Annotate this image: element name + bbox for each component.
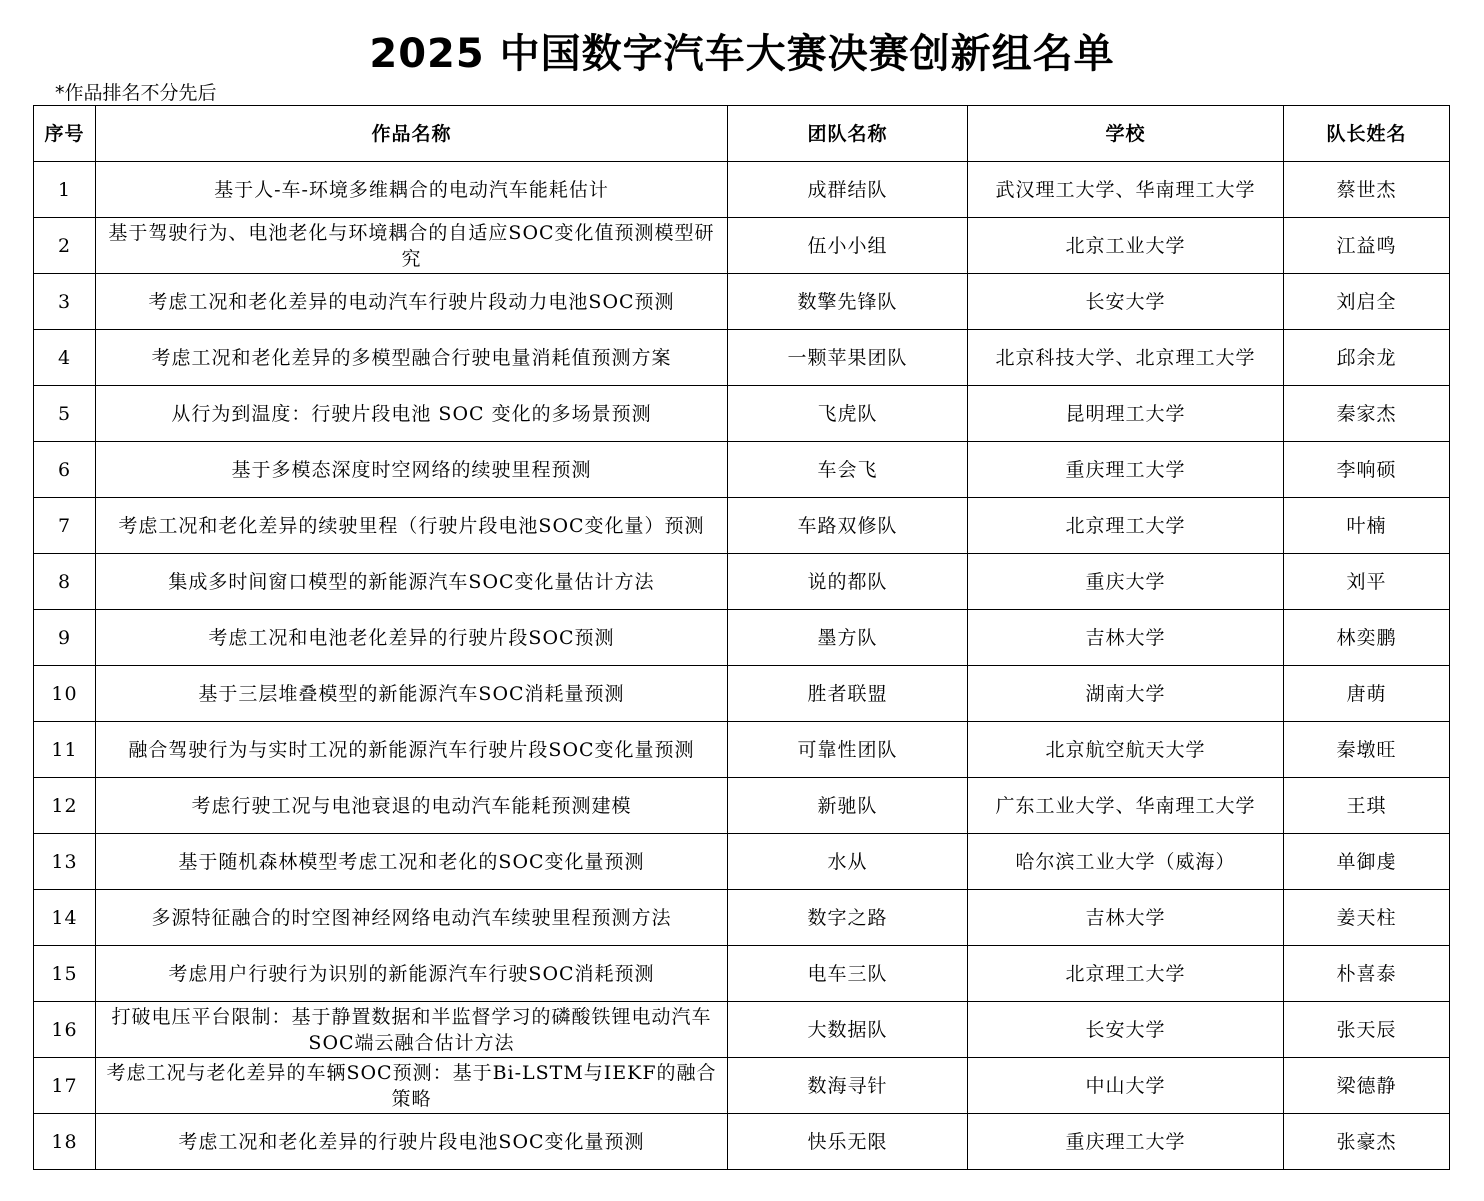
header-captain: 队长姓名 xyxy=(1284,106,1450,162)
cell-team-name: 成群结队 xyxy=(728,162,968,218)
header-index: 序号 xyxy=(34,106,96,162)
cell-captain: 林奕鹏 xyxy=(1284,610,1450,666)
cell-captain: 张豪杰 xyxy=(1284,1114,1450,1170)
cell-team-name: 数字之路 xyxy=(728,890,968,946)
cell-work-name: 打破电压平台限制：基于静置数据和半监督学习的磷酸铁锂电动汽车SOC端云融合估计方法 xyxy=(96,1002,728,1058)
cell-index: 18 xyxy=(34,1114,96,1170)
cell-team-name: 数擎先锋队 xyxy=(728,274,968,330)
cell-school: 重庆理工大学 xyxy=(968,442,1284,498)
table-row xyxy=(34,162,1450,218)
cell-work-name: 从行为到温度：行驶片段电池 SOC 变化的多场景预测 xyxy=(96,386,728,442)
header-team-name: 团队名称 xyxy=(728,106,968,162)
page-title: 2025 中国数字汽车大赛决赛创新组名单 xyxy=(369,31,1115,77)
cell-index: 6 xyxy=(34,442,96,498)
cell-team-name: 墨方队 xyxy=(728,610,968,666)
table-header-row xyxy=(34,106,1450,162)
cell-captain: 江益鸣 xyxy=(1284,218,1450,274)
cell-captain: 秦墩旺 xyxy=(1284,722,1450,778)
cell-school: 长安大学 xyxy=(968,274,1284,330)
table-row xyxy=(34,1002,1450,1058)
cell-school: 重庆理工大学 xyxy=(968,1114,1284,1170)
cell-captain: 叶楠 xyxy=(1284,498,1450,554)
table-row xyxy=(34,386,1450,442)
cell-index: 1 xyxy=(34,162,96,218)
table-row xyxy=(34,1114,1450,1170)
table-row xyxy=(34,834,1450,890)
table-row xyxy=(34,946,1450,1002)
table-row xyxy=(34,890,1450,946)
table-row xyxy=(34,610,1450,666)
cell-school: 哈尔滨工业大学（威海） xyxy=(968,834,1284,890)
cell-index: 15 xyxy=(34,946,96,1002)
cell-team-name: 车会飞 xyxy=(728,442,968,498)
table-row xyxy=(34,442,1450,498)
cell-team-name: 胜者联盟 xyxy=(728,666,968,722)
cell-work-name: 基于人-车-环境多维耦合的电动汽车能耗估计 xyxy=(96,162,728,218)
cell-team-name: 一颗苹果团队 xyxy=(728,330,968,386)
cell-team-name: 飞虎队 xyxy=(728,386,968,442)
header-school: 学校 xyxy=(968,106,1284,162)
cell-index: 7 xyxy=(34,498,96,554)
cell-school: 北京航空航天大学 xyxy=(968,722,1284,778)
cell-captain: 李响硕 xyxy=(1284,442,1450,498)
cell-school: 重庆大学 xyxy=(968,554,1284,610)
cell-work-name: 多源特征融合的时空图神经网络电动汽车续驶里程预测方法 xyxy=(96,890,728,946)
table-row xyxy=(34,1058,1450,1114)
table-row xyxy=(34,330,1450,386)
cell-school: 吉林大学 xyxy=(968,610,1284,666)
table-row xyxy=(34,778,1450,834)
cell-index: 13 xyxy=(34,834,96,890)
cell-index: 5 xyxy=(34,386,96,442)
cell-index: 12 xyxy=(34,778,96,834)
cell-school: 北京理工大学 xyxy=(968,946,1284,1002)
cell-team-name: 水从 xyxy=(728,834,968,890)
table-row xyxy=(34,274,1450,330)
cell-index: 8 xyxy=(34,554,96,610)
cell-school: 湖南大学 xyxy=(968,666,1284,722)
cell-team-name: 可靠性团队 xyxy=(728,722,968,778)
cell-team-name: 快乐无限 xyxy=(728,1114,968,1170)
cell-captain: 王琪 xyxy=(1284,778,1450,834)
cell-school: 昆明理工大学 xyxy=(968,386,1284,442)
table-row xyxy=(34,554,1450,610)
cell-school: 长安大学 xyxy=(968,1002,1284,1058)
cell-work-name: 考虑行驶工况与电池衰退的电动汽车能耗预测建模 xyxy=(96,778,728,834)
cell-index: 10 xyxy=(34,666,96,722)
cell-index: 11 xyxy=(34,722,96,778)
cell-captain: 张天辰 xyxy=(1284,1002,1450,1058)
cell-work-name: 融合驾驶行为与实时工况的新能源汽车行驶片段SOC变化量预测 xyxy=(96,722,728,778)
cell-index: 16 xyxy=(34,1002,96,1058)
cell-school: 北京理工大学 xyxy=(968,498,1284,554)
cell-captain: 姜天柱 xyxy=(1284,890,1450,946)
cell-work-name: 考虑工况与老化差异的车辆SOC预测：基于Bi-LSTM与IEKF的融合策略 xyxy=(96,1058,728,1114)
cell-work-name: 基于随机森林模型考虑工况和老化的SOC变化量预测 xyxy=(96,834,728,890)
cell-index: 17 xyxy=(34,1058,96,1114)
cell-captain: 单御虔 xyxy=(1284,834,1450,890)
cell-school: 中山大学 xyxy=(968,1058,1284,1114)
cell-captain: 邱余龙 xyxy=(1284,330,1450,386)
cell-team-name: 电车三队 xyxy=(728,946,968,1002)
cell-work-name: 基于驾驶行为、电池老化与环境耦合的自适应SOC变化值预测模型研究 xyxy=(96,218,728,274)
cell-school: 北京科技大学、北京理工大学 xyxy=(968,330,1284,386)
cell-captain: 梁德静 xyxy=(1284,1058,1450,1114)
cell-work-name: 考虑工况和老化差异的行驶片段电池SOC变化量预测 xyxy=(96,1114,728,1170)
table-row xyxy=(34,498,1450,554)
cell-team-name: 车路双修队 xyxy=(728,498,968,554)
finalist-table xyxy=(33,105,1450,1170)
cell-work-name: 考虑工况和电池老化差异的行驶片段SOC预测 xyxy=(96,610,728,666)
cell-work-name: 考虑工况和老化差异的多模型融合行驶电量消耗值预测方案 xyxy=(96,330,728,386)
cell-index: 4 xyxy=(34,330,96,386)
cell-captain: 刘平 xyxy=(1284,554,1450,610)
cell-team-name: 大数据队 xyxy=(728,1002,968,1058)
cell-team-name: 数海寻针 xyxy=(728,1058,968,1114)
cell-captain: 蔡世杰 xyxy=(1284,162,1450,218)
cell-school: 广东工业大学、华南理工大学 xyxy=(968,778,1284,834)
cell-school: 武汉理工大学、华南理工大学 xyxy=(968,162,1284,218)
cell-index: 3 xyxy=(34,274,96,330)
cell-index: 9 xyxy=(34,610,96,666)
cell-index: 2 xyxy=(34,218,96,274)
cell-work-name: 集成多时间窗口模型的新能源汽车SOC变化量估计方法 xyxy=(96,554,728,610)
cell-index: 14 xyxy=(34,890,96,946)
table-row xyxy=(34,666,1450,722)
table-row xyxy=(34,722,1450,778)
cell-work-name: 考虑用户行驶行为识别的新能源汽车行驶SOC消耗预测 xyxy=(96,946,728,1002)
ranking-note: *作品排名不分先后 xyxy=(55,82,217,104)
table-row xyxy=(34,218,1450,274)
cell-team-name: 说的都队 xyxy=(728,554,968,610)
cell-team-name: 新驰队 xyxy=(728,778,968,834)
cell-work-name: 基于多模态深度时空网络的续驶里程预测 xyxy=(96,442,728,498)
header-work-name: 作品名称 xyxy=(96,106,728,162)
cell-captain: 秦家杰 xyxy=(1284,386,1450,442)
cell-school: 北京工业大学 xyxy=(968,218,1284,274)
cell-work-name: 基于三层堆叠模型的新能源汽车SOC消耗量预测 xyxy=(96,666,728,722)
cell-team-name: 伍小小组 xyxy=(728,218,968,274)
cell-work-name: 考虑工况和老化差异的续驶里程（行驶片段电池SOC变化量）预测 xyxy=(96,498,728,554)
cell-school: 吉林大学 xyxy=(968,890,1284,946)
cell-work-name: 考虑工况和老化差异的电动汽车行驶片段动力电池SOC预测 xyxy=(96,274,728,330)
cell-captain: 唐萌 xyxy=(1284,666,1450,722)
cell-captain: 刘启全 xyxy=(1284,274,1450,330)
cell-captain: 朴喜泰 xyxy=(1284,946,1450,1002)
